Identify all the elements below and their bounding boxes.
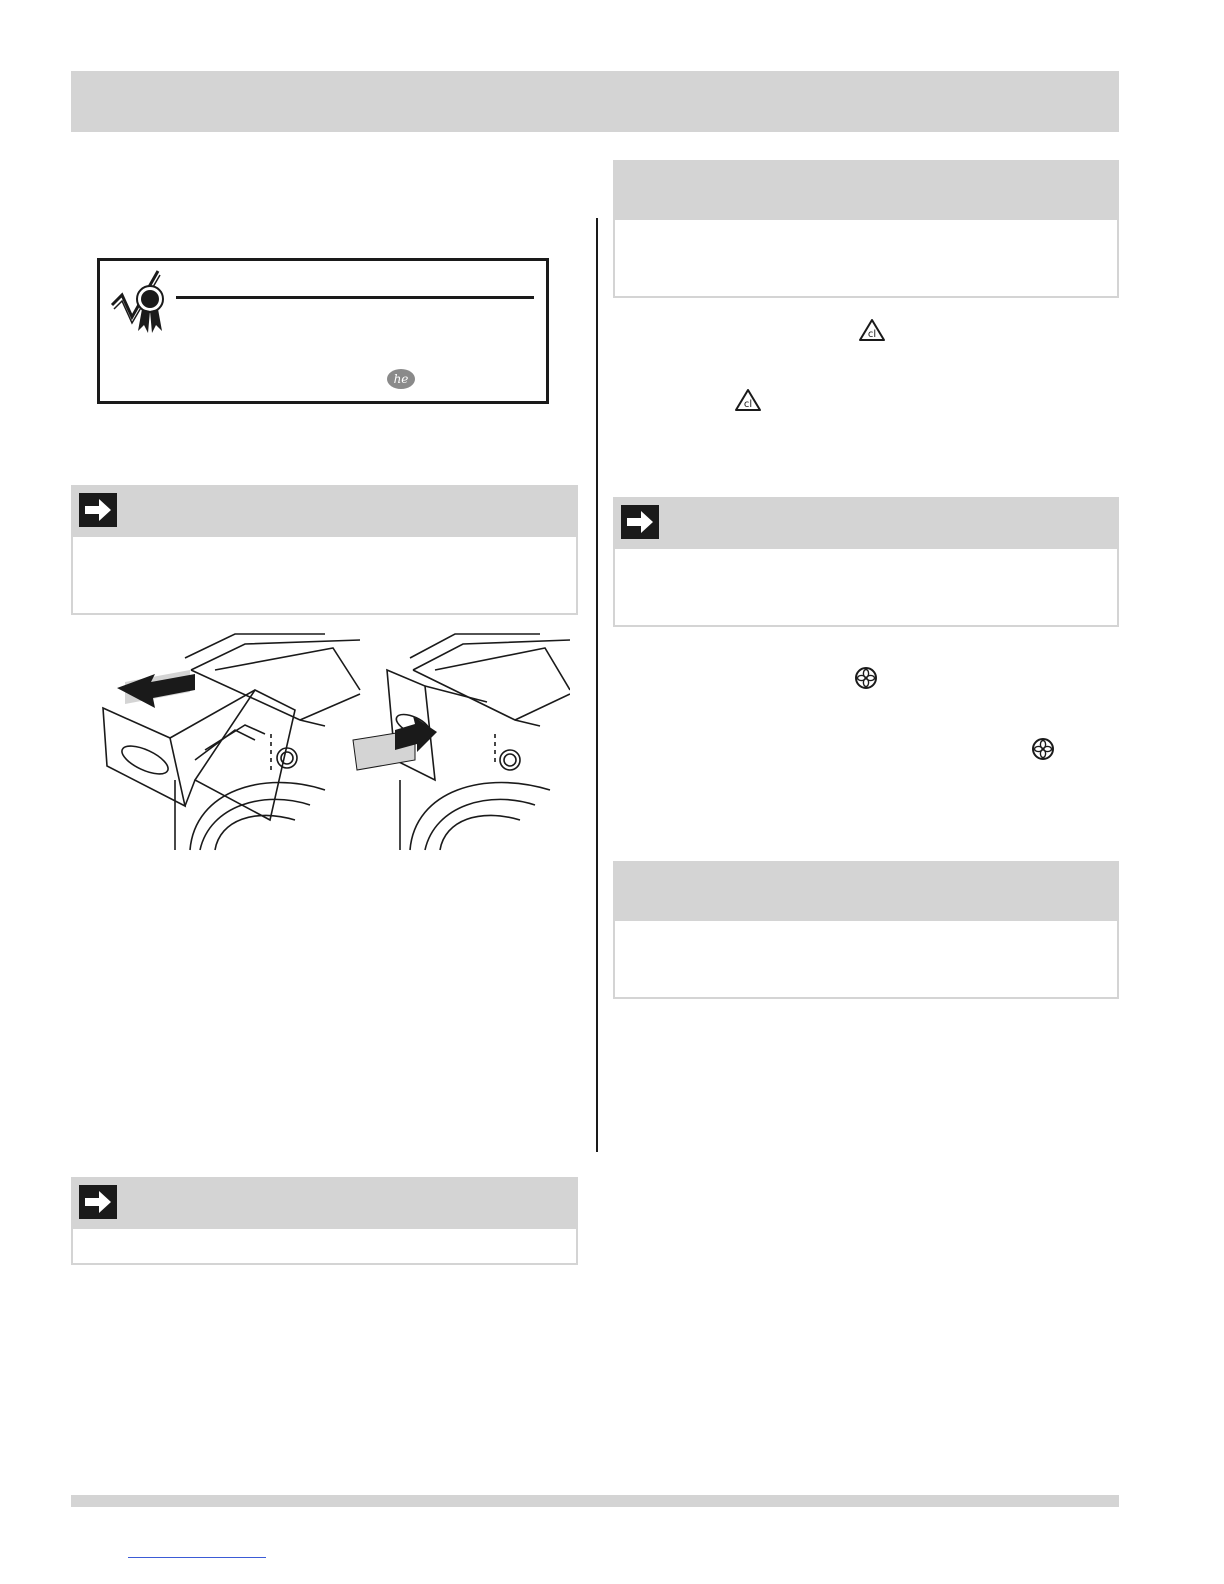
right-arrow-icon — [79, 1185, 117, 1219]
column-divider — [596, 218, 598, 1152]
note-header — [73, 1179, 576, 1229]
right-arrow-icon — [79, 493, 117, 527]
svg-text:he: he — [393, 372, 409, 386]
certification-rule — [176, 296, 534, 299]
he-logo-icon — [386, 368, 416, 390]
note-box-right-middle — [613, 497, 1119, 627]
dispenser-drawer-illustration — [95, 630, 570, 852]
svg-text:cl: cl — [743, 399, 753, 410]
note-box-right-top — [613, 160, 1119, 298]
right-arrow-icon — [621, 505, 659, 539]
check-ribbon-icon — [108, 265, 170, 337]
page-footer-band — [71, 1495, 1119, 1507]
svg-text:cl: cl — [867, 329, 877, 340]
note-header — [73, 487, 576, 537]
certification-box — [97, 258, 549, 404]
note-header — [615, 499, 1117, 549]
note-header — [615, 863, 1117, 921]
chlorine-bleach-triangle-icon — [858, 318, 886, 342]
footer-link-underline[interactable] — [128, 1557, 266, 1558]
page-header-band — [71, 71, 1119, 132]
fabric-softener-flower-icon — [854, 666, 878, 690]
note-header — [615, 162, 1117, 220]
fabric-softener-flower-icon — [1031, 737, 1055, 761]
note-box-left-bottom — [71, 1177, 578, 1265]
chlorine-bleach-triangle-icon — [734, 388, 762, 412]
note-box-left-top — [71, 485, 578, 615]
note-box-right-bottom — [613, 861, 1119, 999]
